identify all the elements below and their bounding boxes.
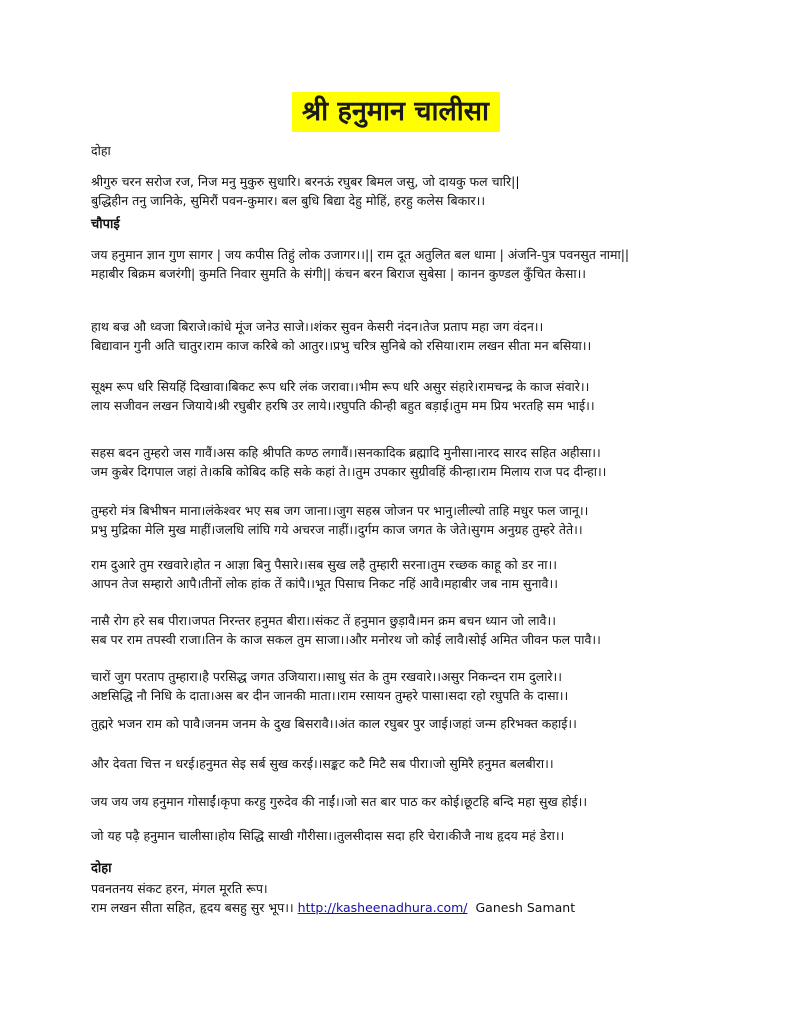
stanza (91, 501, 588, 539)
doha-line: श्रीगुरु चरन सरोज रज, निज मनु मुकुरु सुधारि। बरनऊं रघुबर बिमल जसु, जो दायकु फल चारि|| (91, 174, 520, 189)
stanza-line: तुम्हरो मंत्र बिभीषन माना।लंकेश्वर भए सब जग जाना।।जुग सहस्र जोजन पर भानु।लील्यो ताहि मधुर फल जानू।। (91, 503, 589, 518)
stanza (91, 714, 577, 733)
stanza-line: आपन तेज सम्हारो आपै।तीनों लोक हांक तें कांपै।।भूत पिसाच निकट नहिं आवै।महाबीर जब नाम सुनावै।। (91, 576, 558, 591)
stanza-line: महाबीर बिक्रम बजरंगी| कुमति निवार सुमति के संगी|| कंचन बरन बिराज सुबेसा | कानन कुण्डल कुँचित केसा।। (91, 266, 587, 281)
page-title: श्री हनुमान चालीसा (292, 92, 500, 132)
stanza-line: अष्टसिद्धि नौ निधि के दाता।अस बर दीन जानकी माता।।राम रसायन तुम्हरे पासा।सदा रहो रघुपति के दासा।। (91, 688, 569, 703)
doha-label: दोहा (91, 143, 111, 158)
closing-line-with-link (91, 898, 575, 917)
stanza-line: चारों जुग परताप तुम्हारा।है परसिद्ध जगत उजियारा।।साधु संत के तुम रखवारे।।असुर निकन्दन राम दुलारे।। (91, 669, 563, 684)
doha-line: बुद्धिहीन तनु जानिके, सुमिरौं पवन-कुमार। बल बुधि बिद्या देहु मोहिं, हरहु कलेस बिकार।। (91, 193, 486, 208)
closing-line-text: राम लखन सीता सहित, हृदय बसहु सुर भूप।। (91, 900, 294, 915)
stanza (91, 555, 558, 593)
doha-intro (91, 172, 520, 210)
stanza (91, 317, 591, 355)
stanza (91, 792, 587, 811)
stanza (91, 443, 606, 481)
stanza-line: सहस बदन तुम्हरो जस गावैं।अस कहि श्रीपति कण्ठ लगावैं।।सनकादिक ब्रह्मादि मुनीसा।नारद सारद सहित अहीसा।। (91, 445, 601, 460)
stanza (91, 245, 629, 283)
stanza-line: जय हनुमान ज्ञान गुण सागर | जय कपीस तिहुं लोक उजागर।।|| राम दूत अतुलित बल धामा | अंजनि-पुत्र पवनसुत नामा|| (91, 247, 630, 262)
stanza-line: लाय सजीवन लखन जियाये।श्री रघुबीर हरषि उर लाये।।रघुपति कीन्ही बहुत बड़ाई।तुम मम प्रिय भरतहि सम भाई।। (91, 398, 595, 413)
stanza-line: जम कुबेर दिगपाल जहां ते।कबि कोबिद कहि सके कहां ते।।तुम उपकार सुग्रीवहिं कीन्हा।राम मिलाय राज पद दीन्हा।। (91, 464, 607, 479)
chaupai-heading: चौपाई (91, 217, 120, 232)
stanza-line: और देवता चित्त न धरई।हनुमत सेइ सर्ब सुख करई।।सङ्कट कटै मिटै सब पीरा।जो सुमिरै हनुमत बलबीरा।। (91, 756, 554, 771)
stanza-line: जो यह पढ़ै हनुमान चालीसा।होय सिद्धि साखी गौरीसा।।तुलसीदास सदा हरि चेरा।कीजै नाथ हृदय महं डेरा।। (91, 828, 565, 843)
stanza-line: राम दुआरे तुम रखवारे।होत न आज्ञा बिनु पैसारे।।सब सुख लहै तुम्हारी सरना।तुम रच्छक काहू को डर ना।। (91, 557, 557, 572)
website-link[interactable]: http://kasheenadhura.com/ (297, 900, 468, 915)
closing-doha-heading: दोहा (91, 861, 112, 876)
stanza-line: नासै रोग हरे सब पीरा।जपत निरन्तर हनुमत बीरा।।संकट तें हनुमान छुड़ावै।मन क्रम बचन ध्यान जो लावै।। (91, 613, 556, 628)
stanza (91, 826, 564, 845)
stanza-line: सब पर राम तपस्वी राजा।तिन के काज सकल तुम साजा।।और मनोरथ जो कोई लावै।सोई अमित जीवन फल पावै।। (91, 632, 601, 647)
closing-line: पवनतनय संकट हरन, मंगल मूरति रूप। (91, 881, 268, 896)
stanza-line: जय जय जय हनुमान गोसाईं।कृपा करहु गुरुदेव की नाईं।।जो सत बार पाठ कर कोई।छूटहि बन्दि महा सुख होई।। (91, 794, 588, 809)
stanza-line: बिद्यावान गुनी अति चातुर।राम काज करिबे को आतुर।।प्रभु चरित्र सुनिबे को रसिया।राम लखन सीता मन बसिया।। (91, 338, 592, 353)
closing-doha (91, 879, 575, 917)
stanza (91, 611, 601, 649)
author-name: Ganesh Samant (475, 900, 576, 915)
stanza-line: प्रभु मुद्रिका मेलि मुख माहीं।जलधि लांघि गये अचरज नाहीं।।दुर्गम काज जगत के जेते।सुगम अनुग्रह तुम्हरे तेते।। (91, 522, 583, 537)
stanza-line: हाथ बज्र औ ध्वजा बिराजे।कांधे मूंज जनेउ साजे।।शंकर सुवन केसरी नंदन।तेज प्रताप महा जग वंदन।। (91, 319, 544, 334)
stanza (91, 667, 568, 705)
stanza-line: सूक्ष्म रूप धरि सियहिं दिखावा।बिकट रूप धरि लंक जरावा।।भीम रूप धरि असुर संहारे।रामचन्द्र के काज संवारे।। (91, 379, 590, 394)
stanza (91, 754, 554, 773)
title-container (0, 92, 791, 132)
stanza (91, 377, 595, 415)
stanza-line: तुह्मरे भजन राम को पावै।जनम जनम के दुख बिसरावै।।अंत काल रघुबर पुर जाई।जहां जन्म हरिभक्त कहाई।। (91, 716, 577, 731)
